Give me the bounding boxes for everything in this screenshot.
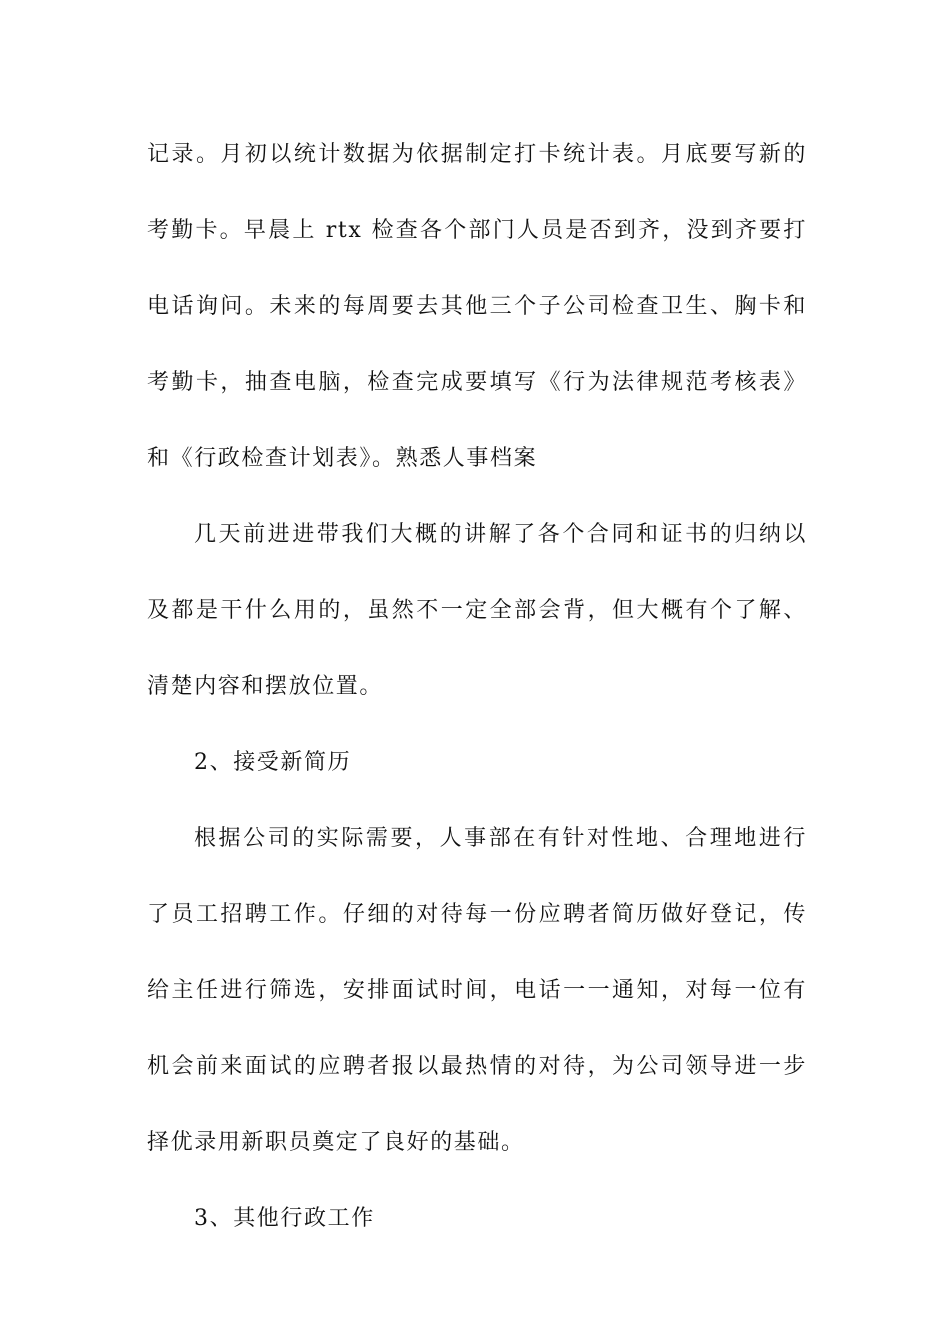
text-line: 清楚内容和摆放位置。 [147,674,384,699]
text-line: 给主任进行筛选，安排面试时间，电话一一通知，对每一位有 [147,978,807,1003]
section-heading: 2、接受新简历 [194,750,352,775]
text-line: 记录。月初以统计数据为依据制定打卡统计表。月底要写新的 [147,142,807,167]
paragraph-first-line: 根据公司的实际需要，人事部在有针对性地、合理地进行 [194,826,807,851]
text-line: 及都是干什么用的，虽然不一定全部会背，但大概有个了解、 [147,598,807,623]
text-line: 考勤卡，抽查电脑，检查完成要填写《行为法律规范考核表》 [147,370,807,395]
paragraph-first-line: 几天前进进带我们大概的讲解了各个合同和证书的归纳以 [194,522,807,547]
document-body [147,127,807,1267]
text-line: 了员工招聘工作。仔细的对待每一份应聘者简历做好登记，传 [147,902,807,927]
text-line: 机会前来面试的应聘者报以最热情的对待，为公司领导进一步 [147,1054,807,1079]
section-heading: 3、其他行政工作 [194,1206,375,1231]
text-line: 电话询问。未来的每周要去其他三个子公司检查卫生、胸卡和 [147,294,807,319]
text-line: 和《行政检查计划表》。熟悉人事档案 [147,446,538,471]
text-line: 考勤卡。早晨上 rtx 检查各个部门人员是否到齐，没到齐要打 [147,218,807,243]
text-line: 择优录用新职员奠定了良好的基础。 [147,1130,525,1155]
